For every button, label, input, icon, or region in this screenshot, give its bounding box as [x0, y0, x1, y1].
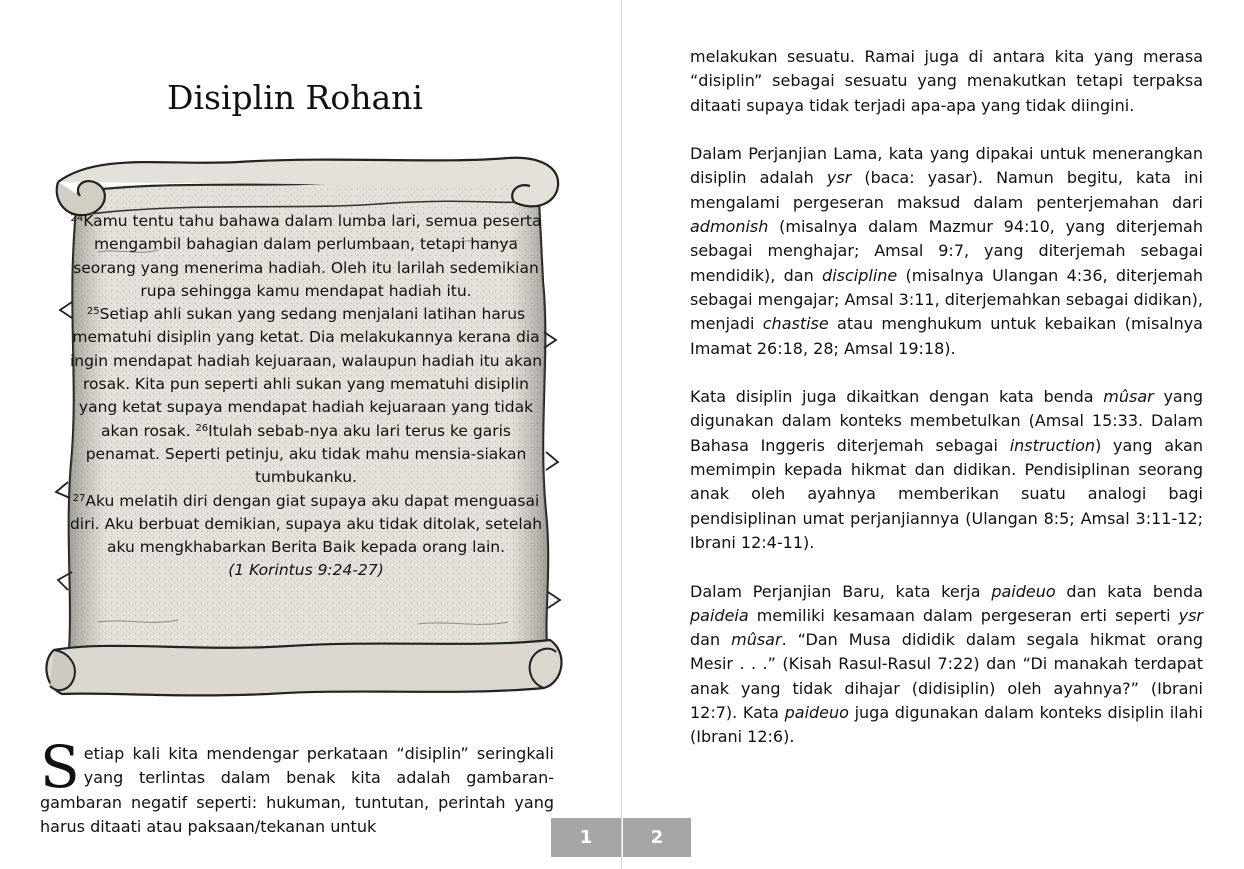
paragraph — [690, 385, 1203, 555]
verse-number: 24 — [70, 213, 84, 224]
term: chastise — [762, 314, 829, 334]
text-run: dan — [690, 630, 732, 650]
scripture-passage — [68, 210, 544, 583]
term: paideia — [690, 605, 749, 625]
text-run: memiliki kesamaan dalam pergeseran erti seperti — [748, 605, 1179, 625]
verse-number: 25 — [86, 306, 100, 318]
text-run: . “Dan Musa dididik dalam segala hikmat orang Mesir . . .” (Kisah Rasul-Rasul 7:22) dan “Di manakah terdapat anak yang tidak dihajar (didisiplin) oleh ayahnya?” (Ibrani 12:7). Kata — [690, 630, 1204, 723]
text-run: (misalnya Ulangan 4:36, diterjemah sebagai mengajar; Amsal 3:11, diterjemahkan sebagai didikan), menjadi — [690, 265, 1204, 334]
drop-cap: S — [40, 733, 80, 801]
term: mûsar — [731, 630, 782, 650]
term: admonish — [690, 217, 769, 237]
paragraph — [690, 580, 1203, 750]
paragraph: melakukan sesuatu. Ramai juga di antara kita yang merasa “disiplin” sebagai sesuatu yang menakutkan tetapi terpaksa ditaati supaya tidak terjadi apa-apa yang tidak diingini. — [690, 47, 1203, 115]
text-run: (misalnya dalam Mazmur 94:10, yang diterjemah sebagai menghajar; Amsal 9:7, yang diterjemah sebagai mendidik), dan — [690, 217, 1203, 285]
body-column — [690, 45, 1203, 774]
term: paideuo — [784, 703, 849, 723]
term: paideuo — [991, 581, 1056, 601]
text-run: juga digunakan dalam konteks disiplin ilahi (Ibrani 12:6). — [690, 703, 1204, 747]
term: ysr — [1178, 605, 1203, 625]
verse-number: 27 — [72, 492, 86, 504]
term: ysr — [826, 168, 852, 188]
text-run: atau menghukum untuk kebaikan (misalnya Imamat 26:18, 28; Amsal 19:18). — [690, 314, 1203, 358]
text-run: Kata disiplin juga dikaitkan dengan kata benda — [690, 387, 1104, 407]
verse-text: Itulah sebab-nya aku lari terus ke garis penamat. Seperti petinju, aku tidak mahu mensia-siakan tumbukanku. — [85, 421, 527, 487]
verse-number: 26 — [195, 422, 209, 434]
text-run: Dalam Perjanjian Baru, kata kerja — [690, 581, 992, 601]
page-number-left: 1 — [551, 818, 621, 857]
term: discipline — [822, 265, 898, 285]
right-page — [622, 0, 1244, 869]
text-run: ) yang akan memimpin kepada hikmat dan didikan. Pendisiplinan seorang anak oleh ayahnya memberikan suatu analogi bagi pendisiplinan umat perjanjiannya (Ulangan 8:5; Amsal 3:11-12; Ibrani 12:4-11). — [690, 435, 1204, 552]
text-run: dan kata benda — [1055, 581, 1204, 601]
intro-text: etiap kali kita mendengar perkataan “disiplin” seringkali yang terlintas dalam benak kita adalah gambaran-gambaran negatif seperti: hukuman, tuntutan, perintah yang harus ditaati atau paksaan/tekanan untuk — [40, 744, 554, 836]
text-run: (baca: yasar). Namun begitu, kata ini mengalami pergeseran maksud dalam penterjemahan dari — [690, 168, 1203, 212]
page-title: Disiplin Rohani — [167, 78, 423, 117]
page-number-right: 2 — [623, 818, 691, 857]
verse-text: Kamu tentu tahu bahawa dalam lumba lari, semua peserta mengambil bahagian dalam perlumbaan, tetapi hanya seorang yang menerima hadiah. Oleh itu larilah sedemikian rupa sehingga kamu mendapat hadiah itu. — [73, 212, 542, 300]
scripture-reference: (1 Korintus 9:24-27) — [228, 561, 384, 580]
verse-text: Setiap ahli sukan yang sedang menjalani latihan harus mematuhi disiplin yang ketat. Dia melakukannya kerana dia ingin mendapat hadiah kejuaraan, walaupun hadiah itu akan rosak. Kita pun seperti ahli sukan yang mematuhi disiplin yang ketat supaya mendapat hadiah kejuaraan yang tidak akan rosak. — [69, 305, 543, 440]
text-run: yang digunakan dalam konteks membetulkan (Amsal 15:33. Dalam Bahasa Inggeris diterjemah sebagai — [690, 387, 1204, 455]
term: instruction — [1009, 435, 1096, 455]
verse-text: Aku melatih diri dengan giat supaya aku dapat menguasai diri. Aku berbuat demikian, supaya aku tidak ditolak, setelah aku mengkhabarkan Berita Baik kepada orang lain. — [69, 491, 543, 557]
text-run: Dalam Perjanjian Lama, kata yang dipakai untuk menerangkan disiplin adalah — [690, 144, 1203, 188]
paragraph — [690, 142, 1203, 361]
intro-paragraph — [40, 733, 554, 839]
term: mûsar — [1103, 387, 1154, 407]
